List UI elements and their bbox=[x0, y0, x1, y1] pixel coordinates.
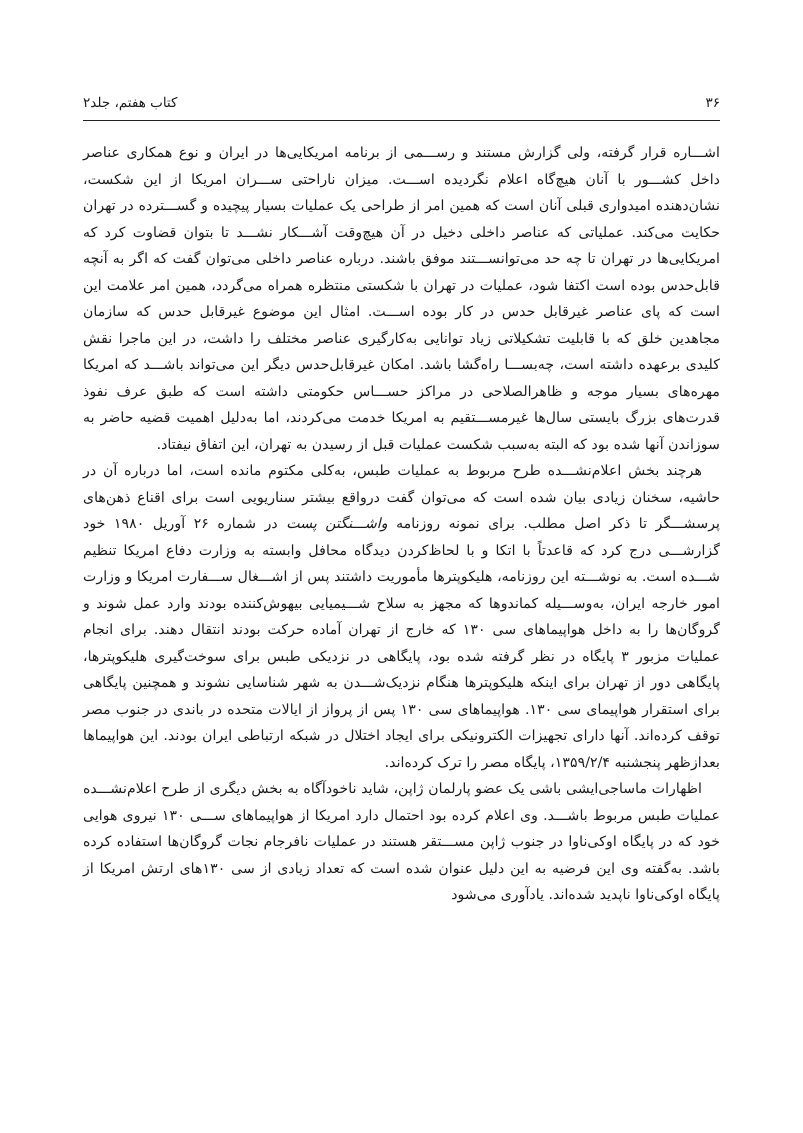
running-header bbox=[83, 92, 720, 114]
paragraph-2-text-after: در شماره ۲۶ آوریل ۱۹۸۰ خود گزارشـــی درج کرد که قاعدتاً با اتکا و با لحاظ‌کردن دیدگاه محافل وابسته به وزارت دفاع امریکا تنظیم شـــده است. به نوشـــته این روزنامه، هلیکوپترها مأموریت داشتند پس از اشـــغال ســـفارت امریکا و وزارت امور خارجه ایران، به‌وســـیله کماندوها که مجهز به سلاح شـــیمیایی بیهوش‌کننده بودند وارد عمل شوند و گروگان‌ها را به داخل هواپیماهای سی ۱۳۰ که خارج از تهران آماده حرکت بودند انتقال دهند. برای انجام عملیات مزبور ۳ پایگاه در نظر گرفته شده بود، پایگاهی در نزدیکی طبس برای سوخت‌گیری هلیکوپترها، پایگاهی دور از تهران برای اینکه هلیکوپترها هنگام نزدیک‌شـــدن به شهر شناسایی نشوند و همچنین پایگاهی برای استقرار هواپیمای سی ۱۳۰. هواپیماهای سی ۱۳۰ پس از پرواز از ایالات متحده در باندی در جنوب مصر توقف کرده‌اند. آنها دارای تجهیزات الکترونیکی برای ایجاد اختلال در شبکه ارتباطی ایران بودند. این هواپیماها بعدازظهر پنجشنبه ۱۳۵۹/۲/۴، پایگاه مصر را ترک کرده‌اند. bbox=[83, 516, 720, 771]
book-title: کتاب هفتم، جلد۲ bbox=[83, 95, 178, 111]
paragraph-2-text-before: هرچند بخش اعلام‌نشـــده طرح مربوط به عملیات طبس، به‌کلی مکتوم مانده است، اما درباره آن در حاشیه، سخنان زیادی بیان شده است که می‌توان گفت درواقع بیشتر سناریویی است برای اقناع ذهن‌های پرسشـــگر تا ذکر اصل مطلب. برای نمونه روزنامه bbox=[83, 463, 721, 532]
header-divider bbox=[83, 120, 720, 121]
paragraph-2 bbox=[83, 458, 720, 776]
paragraph-3: اظهارات ماساجی‌ایشی باشی یک عضو پارلمان ژاپن، شاید ناخودآگاه به بخش دیگری از طرح اعلام‌نشـــده عملیات طبس مربوط باشـــد. وی اعلام کرده بود احتمال دارد امریکا از هواپیماهای ســـی ۱۳۰ نیروی هوایی خود که در پایگاه اوکی‌ناوا در جنوب ژاپن مســـتقر هستند در عملیات نافرجام نجات گروگان‌ها استفاده کرده باشد. به‌گفته وی این فرضیه به این دلیل عنوان شده است که تعداد زیادی از سی ۱۳۰های ارتش امریکا از پایگاه اوکی‌ناوا ناپدید شده‌اند. یادآوری می‌شود bbox=[83, 781, 720, 903]
paragraph-1: اشـــاره قرار گرفته، ولی گزارش مستند و رســـمی از برنامه امریکایی‌ها در ایران و نوع همکاری عناصر داخل کشـــور با آنان هیچ‌گاه اعلام نگردیده اســـت. میزان ناراحتی ســـران امریکا از این شکست، نشان‌دهنده امیدواری قبلی آنان است که همین امر از طراحی یک عملیات بسیار پیچیده و گســـترده در تهران حکایت می‌کند. عملیاتی که عناصر داخلی دخیل در آن هیچ‌وقت آشـــکار نشـــد تا بتوان قضاوت کرد که امریکایی‌ها در تهران تا چه حد می‌توانســـتند موفق باشند. درباره عناصر داخلی می‌توان گفت که اگر به آنچه قابل‌حدس بوده است اکتفا شود، عملیات در تهران با شکستی منتظره همراه می‌گردد، همین امر علامت این است که پای عناصر غیرقابل حدس در کار بوده اســـت. امثال این موضوع غیرقابل حدس که سازمان مجاهدین خلق که با قابلیت تشکیلاتی زیاد توانایی به‌کارگیری عناصر مختلف را داشت، در این ماجرا نقش کلیدی برعهده داشته است، چه‌بســـا راه‌گشا باشد. امکان غیرقابل‌حدس دیگر این می‌تواند باشـــد که امریکا مهره‌های بسیار موجه و ظاهرالصلاحی در مراکز حســـاس حکومتی داشته است که طبق عرف نفوذ قدرت‌های بزرگ بایستی سال‌ها غیرمســـتقیم به امریکا خدمت می‌کردند، اما به‌دلیل اهمیت قضیه حاضر به سوزاندن آنها شده بود که البته به‌سبب شکست عملیات قبل از رسیدن به تهران، این اتفاق نیفتاد. bbox=[83, 145, 720, 453]
body-text bbox=[83, 140, 720, 909]
page-number: ۳۶ bbox=[705, 95, 720, 111]
newspaper-name: واشـــنگتن پست bbox=[286, 516, 388, 532]
